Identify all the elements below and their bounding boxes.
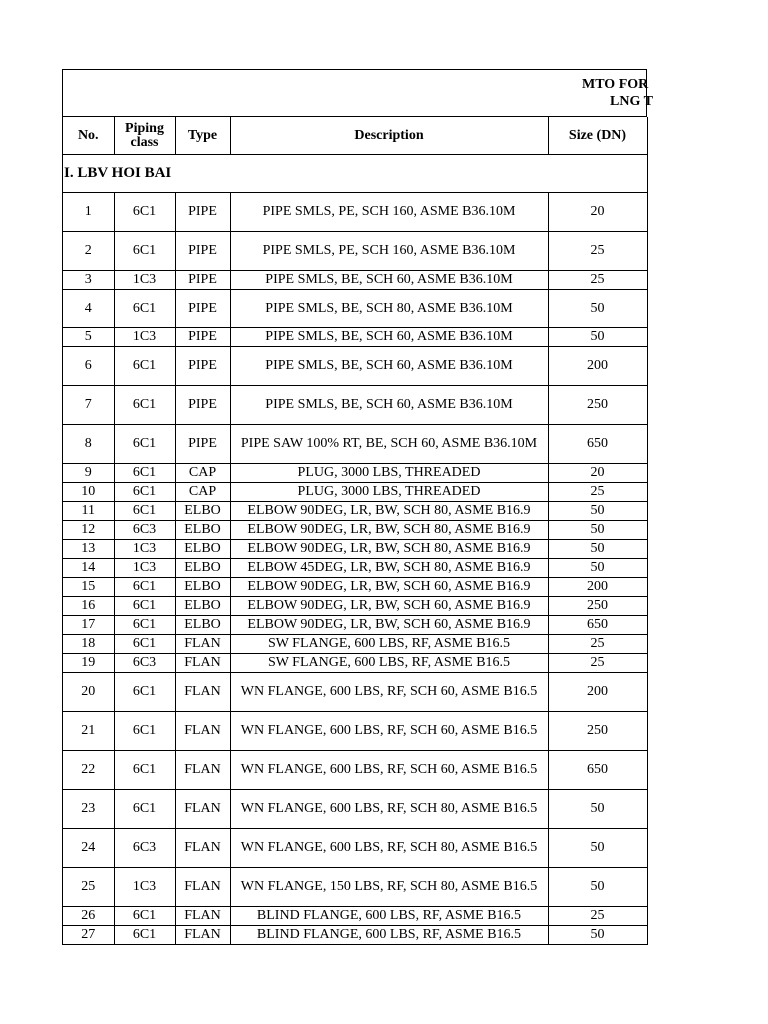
cell-piping-class: 6C1 <box>114 425 175 464</box>
table-row <box>63 868 647 907</box>
cell-type: FLAN <box>175 654 230 673</box>
cell-no: 6 <box>63 347 114 386</box>
cell-type: PIPE <box>175 328 230 347</box>
header-size: Size (DN) <box>548 117 647 155</box>
cell-piping-class: 6C1 <box>114 751 175 790</box>
table-row <box>63 654 647 673</box>
cell-type: PIPE <box>175 271 230 290</box>
cell-no: 25 <box>63 868 114 907</box>
header-row <box>63 117 647 155</box>
cell-piping-class: 1C3 <box>114 540 175 559</box>
cell-size: 650 <box>548 751 647 790</box>
cell-piping-class: 6C3 <box>114 521 175 540</box>
cell-size: 250 <box>548 386 647 425</box>
cell-no: 23 <box>63 790 114 829</box>
cell-description: PLUG, 3000 LBS, THREADED <box>230 483 548 502</box>
cell-piping-class: 6C1 <box>114 578 175 597</box>
table-row <box>63 193 647 232</box>
cell-description: ELBOW 90DEG, LR, BW, SCH 60, ASME B16.9 <box>230 597 548 616</box>
title-block <box>63 70 653 117</box>
cell-piping-class: 6C3 <box>114 829 175 868</box>
section-row <box>63 155 647 193</box>
table-row <box>63 271 647 290</box>
cell-size: 25 <box>548 654 647 673</box>
cell-description: WN FLANGE, 600 LBS, RF, SCH 80, ASME B16.5 <box>230 829 548 868</box>
cell-size: 50 <box>548 829 647 868</box>
cell-piping-class: 6C1 <box>114 290 175 328</box>
cell-description: PIPE SAW 100% RT, BE, SCH 60, ASME B36.10M <box>230 425 548 464</box>
cell-description: PIPE SMLS, BE, SCH 60, ASME B36.10M <box>230 328 548 347</box>
cell-description: ELBOW 90DEG, LR, BW, SCH 80, ASME B16.9 <box>230 521 548 540</box>
cell-type: FLAN <box>175 751 230 790</box>
cell-description: BLIND FLANGE, 600 LBS, RF, ASME B16.5 <box>230 926 548 945</box>
title-line-2: LNG T <box>610 94 653 109</box>
cell-piping-class: 1C3 <box>114 559 175 578</box>
cell-type: FLAN <box>175 868 230 907</box>
mto-sheet <box>62 69 653 945</box>
cell-type: PIPE <box>175 425 230 464</box>
cell-size: 25 <box>548 483 647 502</box>
table-row <box>63 483 647 502</box>
table-row <box>63 597 647 616</box>
cell-type: FLAN <box>175 907 230 926</box>
cell-piping-class: 6C1 <box>114 616 175 635</box>
cell-description: BLIND FLANGE, 600 LBS, RF, ASME B16.5 <box>230 907 548 926</box>
cell-description: PIPE SMLS, BE, SCH 60, ASME B36.10M <box>230 386 548 425</box>
table-row <box>63 521 647 540</box>
cell-type: FLAN <box>175 926 230 945</box>
table-row <box>63 540 647 559</box>
cell-size: 50 <box>548 328 647 347</box>
cell-piping-class: 1C3 <box>114 271 175 290</box>
cell-type: PIPE <box>175 386 230 425</box>
header-piping-class: Piping class <box>114 117 175 155</box>
cell-type: ELBO <box>175 521 230 540</box>
cell-type: FLAN <box>175 790 230 829</box>
cell-piping-class: 6C1 <box>114 597 175 616</box>
header-type: Type <box>175 117 230 155</box>
cell-no: 18 <box>63 635 114 654</box>
table-row <box>63 425 647 464</box>
cell-type: ELBO <box>175 540 230 559</box>
table-row <box>63 464 647 483</box>
cell-description: ELBOW 45DEG, LR, BW, SCH 80, ASME B16.9 <box>230 559 548 578</box>
cell-piping-class: 6C1 <box>114 502 175 521</box>
table-row <box>63 790 647 829</box>
cell-no: 10 <box>63 483 114 502</box>
cell-size: 50 <box>548 521 647 540</box>
cell-type: CAP <box>175 483 230 502</box>
cell-type: FLAN <box>175 635 230 654</box>
table-row <box>63 232 647 271</box>
cell-no: 22 <box>63 751 114 790</box>
cell-no: 19 <box>63 654 114 673</box>
cell-description: PIPE SMLS, BE, SCH 60, ASME B36.10M <box>230 347 548 386</box>
table-row <box>63 347 647 386</box>
title-line-1: MTO FOR <box>582 77 649 92</box>
cell-size: 50 <box>548 290 647 328</box>
cell-no: 14 <box>63 559 114 578</box>
cell-no: 9 <box>63 464 114 483</box>
cell-size: 50 <box>548 559 647 578</box>
cell-size: 50 <box>548 868 647 907</box>
cell-size: 50 <box>548 540 647 559</box>
cell-piping-class: 6C1 <box>114 483 175 502</box>
cell-no: 5 <box>63 328 114 347</box>
table-row <box>63 712 647 751</box>
mto-table <box>63 117 648 945</box>
cell-no: 11 <box>63 502 114 521</box>
cell-size: 25 <box>548 635 647 654</box>
cell-piping-class: 6C3 <box>114 654 175 673</box>
cell-piping-class: 6C1 <box>114 712 175 751</box>
cell-size: 50 <box>548 926 647 945</box>
cell-piping-class: 6C1 <box>114 386 175 425</box>
cell-no: 15 <box>63 578 114 597</box>
cell-piping-class: 6C1 <box>114 673 175 712</box>
cell-no: 4 <box>63 290 114 328</box>
cell-type: FLAN <box>175 712 230 751</box>
cell-piping-class: 6C1 <box>114 464 175 483</box>
table-row <box>63 673 647 712</box>
cell-description: PIPE SMLS, PE, SCH 160, ASME B36.10M <box>230 193 548 232</box>
cell-piping-class: 6C1 <box>114 790 175 829</box>
cell-description: WN FLANGE, 600 LBS, RF, SCH 60, ASME B16.5 <box>230 712 548 751</box>
cell-no: 3 <box>63 271 114 290</box>
table-row <box>63 290 647 328</box>
cell-piping-class: 6C1 <box>114 907 175 926</box>
cell-size: 200 <box>548 673 647 712</box>
table-row <box>63 926 647 945</box>
cell-type: ELBO <box>175 616 230 635</box>
header-description: Description <box>230 117 548 155</box>
cell-description: ELBOW 90DEG, LR, BW, SCH 60, ASME B16.9 <box>230 578 548 597</box>
cell-description: PIPE SMLS, BE, SCH 80, ASME B36.10M <box>230 290 548 328</box>
table-row <box>63 578 647 597</box>
cell-no: 7 <box>63 386 114 425</box>
cell-description: PLUG, 3000 LBS, THREADED <box>230 464 548 483</box>
cell-type: PIPE <box>175 290 230 328</box>
cell-size: 650 <box>548 425 647 464</box>
cell-no: 2 <box>63 232 114 271</box>
cell-size: 250 <box>548 712 647 751</box>
section-title: I. LBV HOI BAI <box>63 155 647 193</box>
cell-type: ELBO <box>175 597 230 616</box>
cell-no: 8 <box>63 425 114 464</box>
cell-no: 21 <box>63 712 114 751</box>
cell-no: 16 <box>63 597 114 616</box>
cell-no: 20 <box>63 673 114 712</box>
cell-type: CAP <box>175 464 230 483</box>
cell-description: WN FLANGE, 600 LBS, RF, SCH 60, ASME B16.5 <box>230 673 548 712</box>
cell-description: WN FLANGE, 600 LBS, RF, SCH 80, ASME B16.5 <box>230 790 548 829</box>
cell-piping-class: 6C1 <box>114 347 175 386</box>
cell-description: WN FLANGE, 600 LBS, RF, SCH 60, ASME B16.5 <box>230 751 548 790</box>
cell-piping-class: 6C1 <box>114 926 175 945</box>
cell-size: 50 <box>548 790 647 829</box>
cell-no: 27 <box>63 926 114 945</box>
table-row <box>63 559 647 578</box>
cell-size: 25 <box>548 907 647 926</box>
cell-piping-class: 6C1 <box>114 635 175 654</box>
cell-no: 24 <box>63 829 114 868</box>
table-row <box>63 616 647 635</box>
cell-type: PIPE <box>175 232 230 271</box>
table-row <box>63 502 647 521</box>
cell-description: ELBOW 90DEG, LR, BW, SCH 80, ASME B16.9 <box>230 502 548 521</box>
cell-type: PIPE <box>175 193 230 232</box>
header-no: No. <box>63 117 114 155</box>
cell-no: 1 <box>63 193 114 232</box>
table-row <box>63 829 647 868</box>
table-row <box>63 751 647 790</box>
cell-description: ELBOW 90DEG, LR, BW, SCH 60, ASME B16.9 <box>230 616 548 635</box>
table-row <box>63 907 647 926</box>
cell-size: 250 <box>548 597 647 616</box>
cell-type: ELBO <box>175 578 230 597</box>
cell-piping-class: 6C1 <box>114 232 175 271</box>
cell-no: 13 <box>63 540 114 559</box>
cell-no: 17 <box>63 616 114 635</box>
cell-description: SW FLANGE, 600 LBS, RF, ASME B16.5 <box>230 654 548 673</box>
cell-type: ELBO <box>175 502 230 521</box>
cell-size: 25 <box>548 232 647 271</box>
cell-type: PIPE <box>175 347 230 386</box>
cell-type: FLAN <box>175 673 230 712</box>
cell-size: 20 <box>548 193 647 232</box>
cell-type: FLAN <box>175 829 230 868</box>
cell-description: PIPE SMLS, PE, SCH 160, ASME B36.10M <box>230 232 548 271</box>
cell-description: PIPE SMLS, BE, SCH 60, ASME B36.10M <box>230 271 548 290</box>
cell-piping-class: 1C3 <box>114 868 175 907</box>
cell-size: 650 <box>548 616 647 635</box>
table-row <box>63 635 647 654</box>
table-row <box>63 328 647 347</box>
cell-no: 12 <box>63 521 114 540</box>
cell-piping-class: 6C1 <box>114 193 175 232</box>
cell-description: WN FLANGE, 150 LBS, RF, SCH 80, ASME B16.5 <box>230 868 548 907</box>
cell-description: ELBOW 90DEG, LR, BW, SCH 80, ASME B16.9 <box>230 540 548 559</box>
cell-size: 50 <box>548 502 647 521</box>
cell-size: 25 <box>548 271 647 290</box>
cell-size: 200 <box>548 578 647 597</box>
cell-type: ELBO <box>175 559 230 578</box>
cell-size: 20 <box>548 464 647 483</box>
cell-no: 26 <box>63 907 114 926</box>
cell-piping-class: 1C3 <box>114 328 175 347</box>
table-row <box>63 386 647 425</box>
cell-description: SW FLANGE, 600 LBS, RF, ASME B16.5 <box>230 635 548 654</box>
cell-size: 200 <box>548 347 647 386</box>
